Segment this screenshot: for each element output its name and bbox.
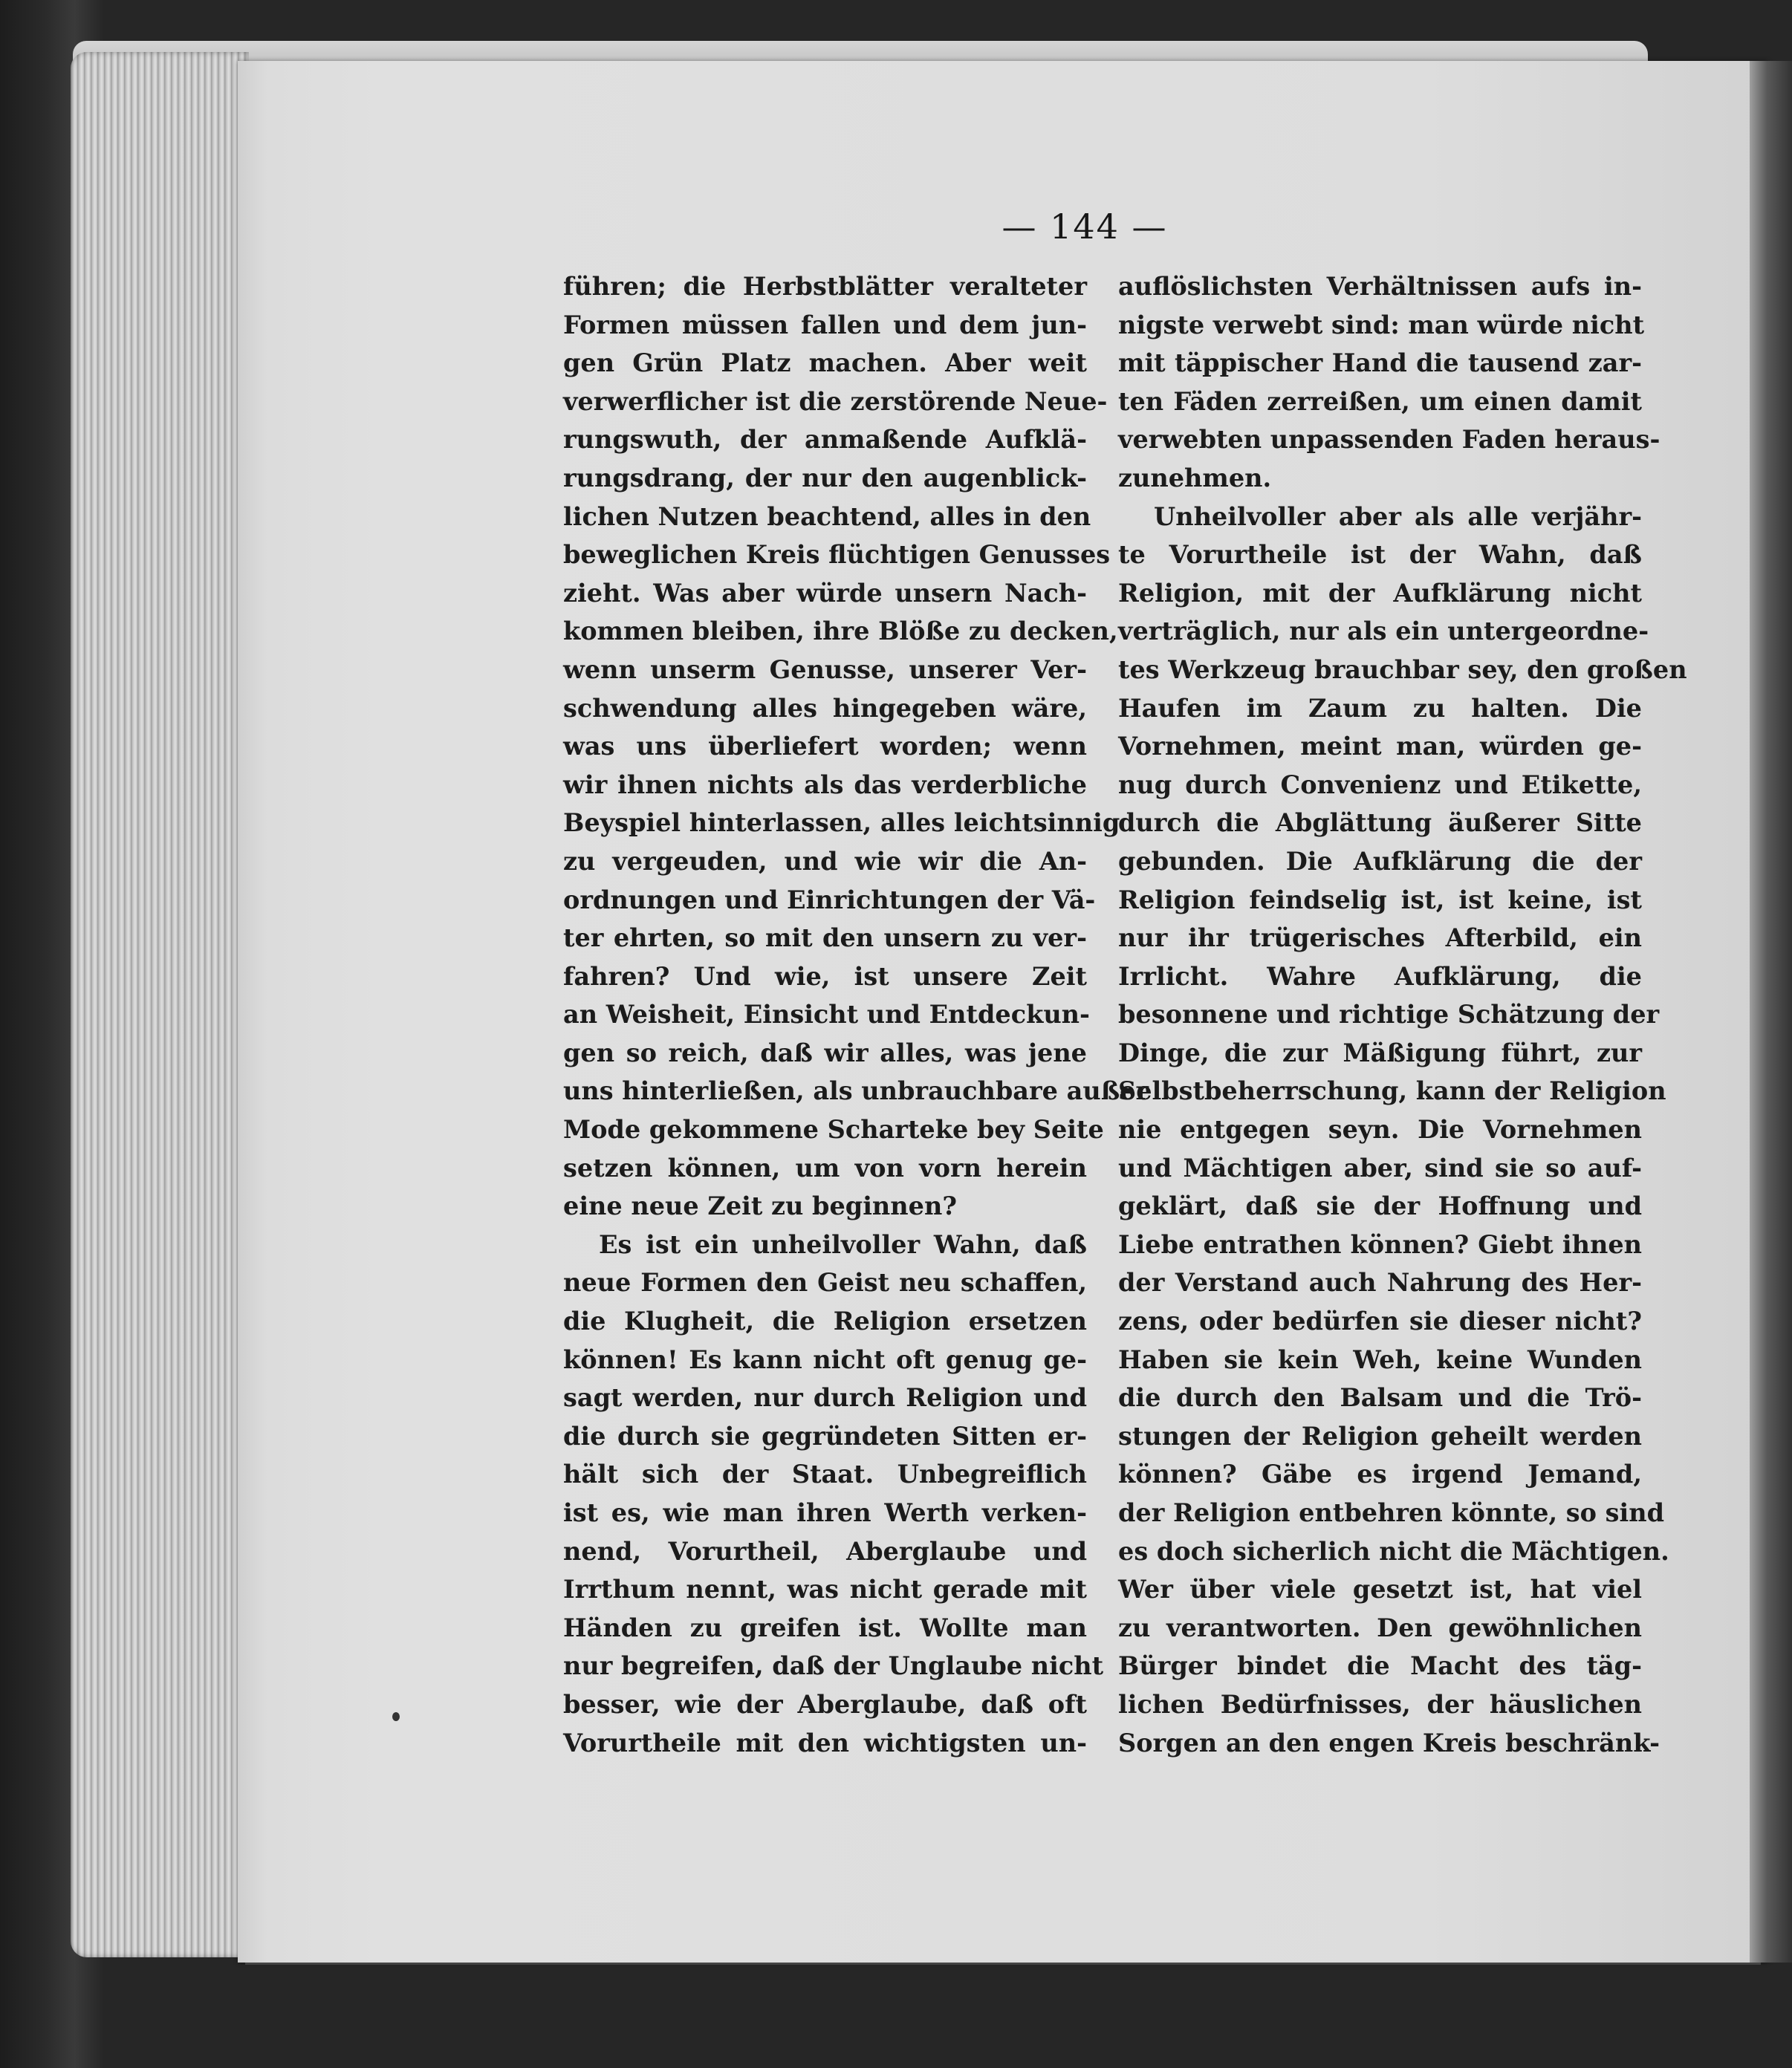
text-line: tes Werkzeug brauchbar sey, den großen	[1118, 654, 1687, 684]
text-line: verwerflicher ist die zerstörende Neue-	[563, 386, 1108, 416]
text-line: besonnene und richtige Schätzung der	[1118, 1000, 1660, 1030]
text-line: Es ist ein unheilvoller Wahn, daß	[599, 1229, 1087, 1259]
text-line: nug durch Convenienz und Etikette,	[1118, 770, 1642, 799]
text-line: die durch den Balsam und die Trö-	[1118, 1383, 1642, 1413]
text-line: lichen Nutzen beachtend, alles in den	[563, 501, 1091, 531]
text-line: Religion feindselig ist, ist keine, ist	[1118, 885, 1642, 914]
text-line: eine neue Zeit zu beginnen?	[563, 1191, 957, 1221]
text-line: nur begreifen, daß der Unglaube nicht	[563, 1651, 1104, 1681]
text-line: hält sich der Staat. Unbegreiflich	[563, 1460, 1087, 1489]
text-line: gebunden. Die Aufklärung die der	[1118, 846, 1642, 876]
text-line: nigste verwebt sind: man würde nicht	[1118, 310, 1645, 339]
text-line: Wer über viele gesetzt ist, hat viel	[1118, 1575, 1642, 1604]
text-line: können? Gäbe es irgend Jemand,	[1118, 1460, 1642, 1489]
text-line: gen Grün Platz machen. Aber weit	[563, 348, 1087, 378]
text-line: Religion, mit der Aufklärung nicht	[1118, 578, 1642, 608]
text-line: Liebe entrathen können? Giebt ihnen	[1118, 1229, 1642, 1259]
text-line: ten Fäden zerreißen, um einen damit	[1118, 386, 1642, 416]
text-line: nur ihr trügerisches Afterbild, ein	[1118, 923, 1642, 953]
ink-spot	[392, 1712, 400, 1721]
text-line: sagt werden, nur durch Religion und	[563, 1383, 1087, 1413]
text-line: Händen zu greifen ist. Wollte man	[563, 1613, 1087, 1642]
text-line: zu vergeuden, und wie wir die An-	[563, 846, 1087, 876]
text-line: Mode gekommene Scharteke bey Seite	[563, 1115, 1104, 1145]
text-line: der Religion entbehren könnte, so sind	[1118, 1498, 1665, 1527]
text-column-left	[563, 267, 1149, 1762]
text-line: was uns überliefert worden; wenn	[563, 732, 1087, 761]
text-line: es doch sicherlich nicht die Mächtigen.	[1118, 1536, 1669, 1566]
text-line: rungsdrang, der nur den augenblick-	[563, 463, 1087, 492]
text-line: ter ehrten, so mit den unsern zu ver-	[563, 923, 1087, 953]
text-line: Irrlicht. Wahre Aufklärung, die	[1118, 961, 1642, 991]
text-line: geklärt, daß sie der Hoffnung und	[1118, 1191, 1642, 1221]
text-line: Irrthum nennt, was nicht gerade mit	[563, 1575, 1087, 1604]
text-line: die durch sie gegründeten Sitten er-	[563, 1421, 1087, 1451]
text-line: auflöslichsten Verhältnissen aufs in-	[1118, 272, 1642, 301]
text-line: Haufen im Zaum zu halten. Die	[1118, 693, 1642, 723]
text-line: wenn unserm Genusse, unserer Ver-	[563, 654, 1087, 684]
text-line: durch die Abglättung äußerer Sitte	[1118, 808, 1642, 838]
text-line: uns hinterließen, als unbrauchbare außer	[563, 1076, 1149, 1106]
text-line: können! Es kann nicht oft genug ge-	[563, 1344, 1087, 1374]
text-line: und Mächtigen aber, sind sie so auf-	[1118, 1153, 1642, 1183]
text-line: fahren? Und wie, ist unsere Zeit	[563, 961, 1087, 991]
text-line: Vornehmen, meint man, würden ge-	[1118, 732, 1642, 761]
text-line: die Klugheit, die Religion ersetzen	[563, 1307, 1087, 1336]
text-line: kommen bleiben, ihre Blöße zu decken,	[563, 617, 1118, 646]
text-line: Dinge, die zur Mäßigung führt, zur	[1118, 1038, 1642, 1067]
text-line: setzen können, um von vorn herein	[563, 1153, 1087, 1183]
text-line: te Vorurtheile ist der Wahn, daß	[1118, 540, 1642, 570]
text-line: Beyspiel hinterlassen, alles leichtsinnig	[563, 808, 1120, 838]
text-line: Vorurtheile mit den wichtigsten un-	[563, 1728, 1087, 1758]
text-line: zu verantworten. Den gewöhnlichen	[1118, 1613, 1642, 1642]
text-line: besser, wie der Aberglaube, daß oft	[563, 1689, 1087, 1719]
text-line: gen so reich, daß wir alles, was jene	[563, 1038, 1087, 1067]
text-line: wir ihnen nichts als das verderbliche	[563, 770, 1087, 799]
page-number: — 144 —	[1001, 207, 1168, 247]
text-line: stungen der Religion geheilt werden	[1118, 1421, 1642, 1451]
text-line: Sorgen an den engen Kreis beschränk-	[1118, 1728, 1660, 1758]
text-line: Haben sie kein Weh, keine Wunden	[1118, 1344, 1642, 1374]
text-line: ordnungen und Einrichtungen der Vä-	[563, 885, 1096, 914]
text-line: mit täppischer Hand die tausend zar-	[1118, 348, 1642, 378]
text-line: Selbstbeherrschung, kann der Religion	[1118, 1076, 1666, 1106]
text-line: rungswuth, der anmaßende Aufklä-	[563, 425, 1087, 455]
text-line: Formen müssen fallen und dem jun-	[563, 310, 1087, 339]
text-line: zunehmen.	[1118, 463, 1272, 492]
text-line: Bürger bindet die Macht des täg-	[1118, 1651, 1642, 1681]
facing-page-edge	[1750, 61, 1792, 1963]
text-line: verträglich, nur als ein untergeordne-	[1118, 617, 1649, 646]
text-line: an Weisheit, Einsicht und Entdeckun-	[563, 1000, 1090, 1030]
page-stack-edges	[71, 52, 249, 1957]
text-line: Unheilvoller aber als alle verjähr-	[1154, 501, 1642, 531]
text-line: verwebten unpassenden Faden heraus-	[1118, 425, 1660, 455]
text-line: lichen Bedürfnisses, der häuslichen	[1118, 1689, 1642, 1719]
text-line: schwendung alles hingegeben wäre,	[563, 693, 1087, 723]
text-line: zieht. Was aber würde unsern Nach-	[563, 578, 1087, 608]
text-column-right	[1118, 267, 1687, 1762]
text-line: nend, Vorurtheil, Aberglaube und	[563, 1536, 1087, 1566]
text-line: zens, oder bedürfen sie dieser nicht?	[1118, 1307, 1642, 1336]
text-line: neue Formen den Geist neu schaffen,	[563, 1268, 1087, 1298]
text-line: ist es, wie man ihren Werth verken-	[563, 1498, 1087, 1527]
text-line: beweglichen Kreis flüchtigen Genusses	[563, 540, 1111, 570]
text-line: führen; die Herbstblätter veralteter	[563, 272, 1087, 301]
text-line: nie entgegen seyn. Die Vornehmen	[1118, 1115, 1642, 1145]
text-line: der Verstand auch Nahrung des Her-	[1118, 1268, 1642, 1298]
page-bottom-edge	[245, 1963, 1761, 1965]
